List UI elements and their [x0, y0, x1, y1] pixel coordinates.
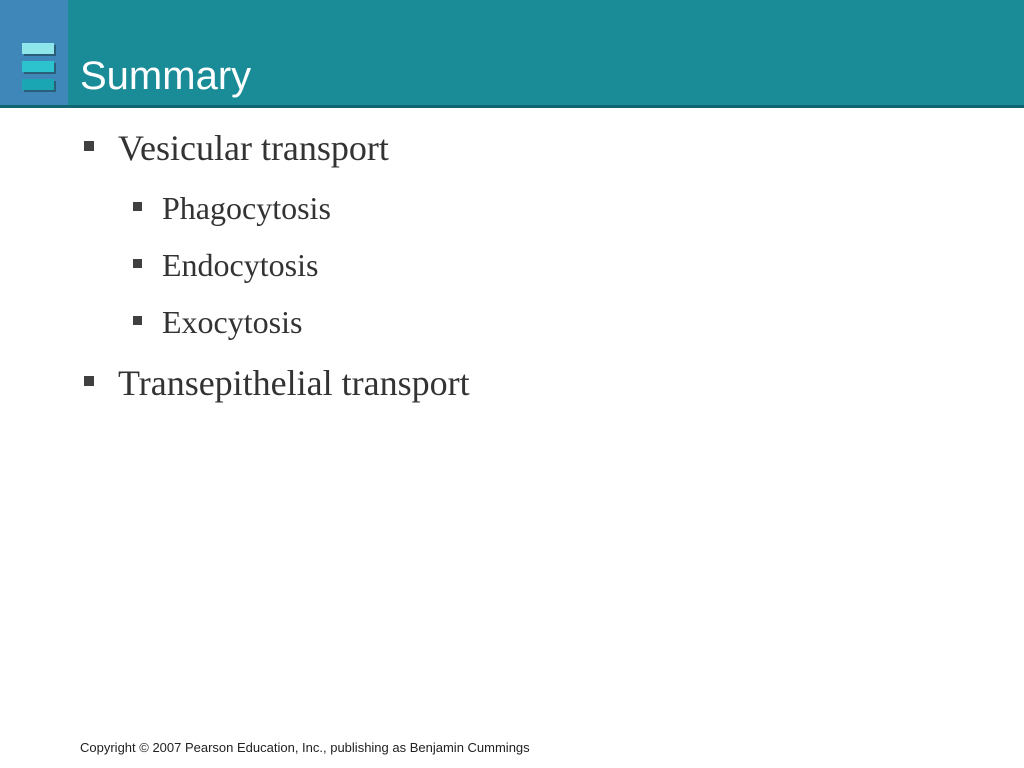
bullet-item	[162, 302, 302, 342]
bullet-item	[118, 126, 389, 170]
bullet-text: Phagocytosis	[162, 190, 331, 226]
bullet-item	[162, 245, 318, 285]
bullet-item	[162, 188, 331, 228]
bullet-square-icon	[133, 202, 142, 211]
bullet-text: Exocytosis	[162, 304, 303, 340]
bullet-square-icon	[133, 259, 142, 268]
bullet-text: Endocytosis	[162, 247, 319, 283]
slide-title: Summary	[80, 54, 252, 98]
logo-stripe	[22, 79, 54, 90]
bullet-text: Transepithelial transport	[118, 363, 470, 403]
logo-icon	[0, 0, 68, 105]
bullet-square-icon	[84, 141, 94, 151]
logo-stripe	[22, 43, 54, 54]
logo-stripe	[22, 61, 54, 72]
bullet-item	[118, 361, 470, 405]
copyright-footer: Copyright © 2007 Pearson Education, Inc., publishing as Benjamin Cummings	[80, 740, 530, 755]
bullet-text: Vesicular transport	[118, 128, 389, 168]
bullet-square-icon	[133, 316, 142, 325]
bullet-square-icon	[84, 376, 94, 386]
